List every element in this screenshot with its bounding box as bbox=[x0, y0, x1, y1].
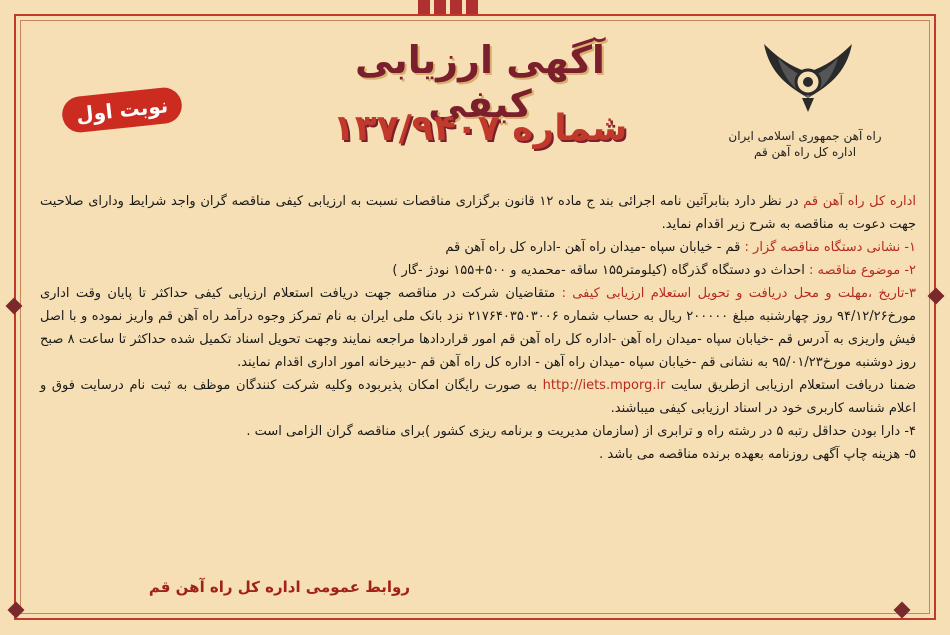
intro-paragraph bbox=[40, 190, 916, 236]
notice-body bbox=[40, 190, 916, 466]
site-link[interactable]: http://iets.mporg.ir bbox=[542, 378, 666, 393]
item-3 bbox=[40, 282, 916, 374]
site-note-before: ضمنا دریافت استعلام ارزیابی ازطریق سایت bbox=[665, 378, 917, 393]
item-5: ۵- هزینه چاپ آگهی روزنامه بعهده برنده مناقصه می باشد . bbox=[599, 447, 916, 462]
site-note-after: به صورت رایگان امکان پذیربوده وکلیه شرکت کنندگان موظف به ثبت نام درسایت فوق و اعلام شناسه کاربری خود در اسناد ارزیابی کیفی میباشند. bbox=[40, 378, 916, 416]
item-3-label: ۳-تاریخ ،مهلت و محل دریافت و تحویل استعلام ارزیابی کیفی : bbox=[561, 286, 917, 301]
item-1-text: قم - خیابان سپاه -میدان راه آهن -اداره کل راه آهن قم bbox=[445, 240, 745, 255]
item-2-text: احداث دو دستگاه گذرگاه (کیلومتر۱۵۵ ساقه -محمدیه و ۵۰۰+۱۵۵ نودژ -گار ) bbox=[392, 263, 810, 278]
notice-title: آگهی ارزیابی کیفی bbox=[355, 38, 605, 126]
org-line-2: اداره کل راه آهن قم bbox=[753, 145, 857, 159]
item-1-label: ۱- نشانی دستگاه مناقصه گزار : bbox=[744, 240, 916, 255]
item-4: ۴- دارا بودن حداقل رتبه ۵ در رشته راه و ترابری از (سازمان مدیریت و برنامه ریزی کشور )برای مناقصه گران الزامی است . bbox=[246, 424, 916, 439]
organization-name bbox=[690, 128, 920, 160]
item-1 bbox=[40, 236, 916, 259]
org-line-1: راه آهن جمهوری اسلامی ایران bbox=[728, 129, 882, 143]
railway-emblem-icon bbox=[758, 36, 858, 106]
top-decoration bbox=[418, 0, 478, 14]
round-badge: نوبت اول bbox=[60, 86, 183, 134]
public-relations-signature: روابط عمومی اداره کل راه آهن قم bbox=[148, 578, 410, 596]
site-note bbox=[40, 374, 916, 420]
notice-number: شماره ۱۳۷/۹۴۰۷ bbox=[332, 108, 628, 149]
intro-text: در نظر دارد بنابرآئین نامه اجرائی بند ج ماده ۱۲ قانون برگزاری مناقصات نسبت به ارزیابی کیفی مناقصه گران واجد شرایط ودارای صلاحیت جهت دعوت به مناقصه به شرح زیر اقدام نماید. bbox=[40, 194, 916, 232]
intro-lead: اداره کل راه آهن قم bbox=[803, 194, 916, 209]
item-2 bbox=[40, 259, 916, 282]
item-3-text: متقاضیان شرکت در مناقصه جهت دریافت استعلام ارزیابی کیفی حداکثر تا پایان وقت اداری مورخ۹۴/۱۲/۲۶ روز چهارشنبه مبلغ ۲۰۰۰۰۰ ریال به حساب شماره ۲۱۷۶۴۰۳۵۰۳۰۰۶ نزد بانک ملی ایران به نام تمرکز وجوه درآمد راه آهن قم واریز نموده و با اصل فیش واریزی به آدرس قم -خیابان سپاه -میدان راه آهن -اداره کل راه آهن قم امور قراردادها مراجعه نمایند وجهت تحویل اسناد تکمیل شده حداکثر تا ساعت ۸ صبح روز دوشنبه مورخ۹۵/۰۱/۲۳ به نشانی قم -خیابان سپاه -میدان راه آهن - اداره کل راه آهن قم -دبیرخانه امور اداری اقدام نمایند. bbox=[40, 286, 916, 370]
item-2-label: ۲- موضوع مناقصه : bbox=[809, 263, 916, 278]
